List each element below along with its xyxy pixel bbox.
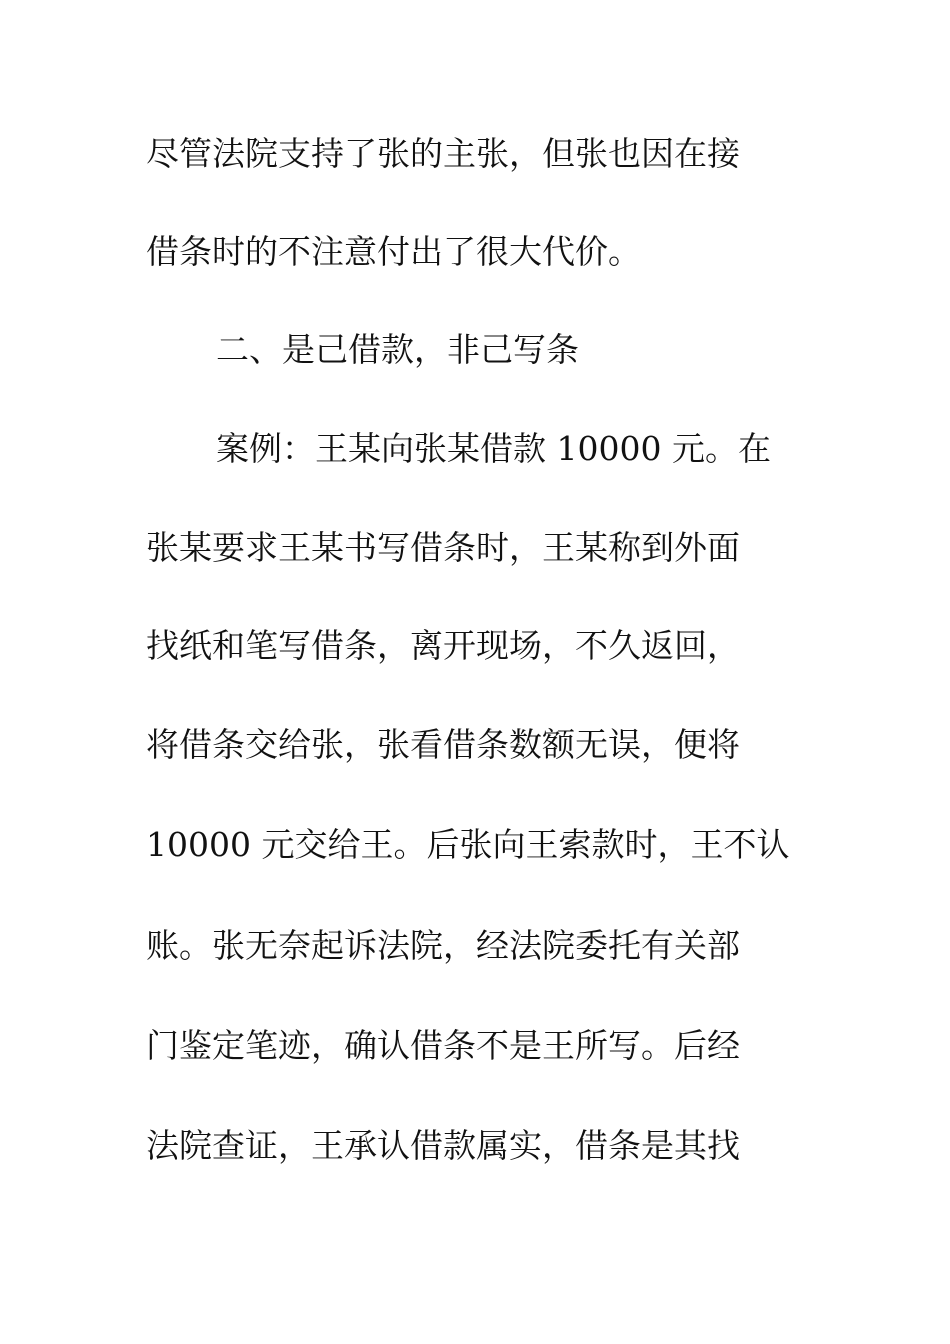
paragraph-line: 借条时的不注意付出了很大代价。 [146,232,641,271]
section-heading: 二、是己借款，非己写条 [216,330,579,369]
paragraph-line: 找纸和笔写借条，离开现场，不久返回， [146,626,740,665]
paragraph-line: 张某要求王某书写借条时，王某称到外面 [146,528,740,567]
paragraph-line: 账。张无奈起诉法院，经法院委托有关部 [146,926,740,965]
paragraph-line: 将借条交给张，张看借条数额无误，便将 [146,725,740,764]
paragraph-line: 案例：王某向张某借款 10000 元。在 [216,429,771,468]
paragraph-line: 10000 元交给王。后张向王索款时，王不认 [146,825,790,864]
paragraph-line: 尽管法院支持了张的主张，但张也因在接 [146,134,740,173]
paragraph-line: 法院查证，王承认借款属实，借条是其找 [146,1126,740,1165]
paragraph-line: 门鉴定笔迹，确认借条不是王所写。后经 [146,1026,740,1065]
